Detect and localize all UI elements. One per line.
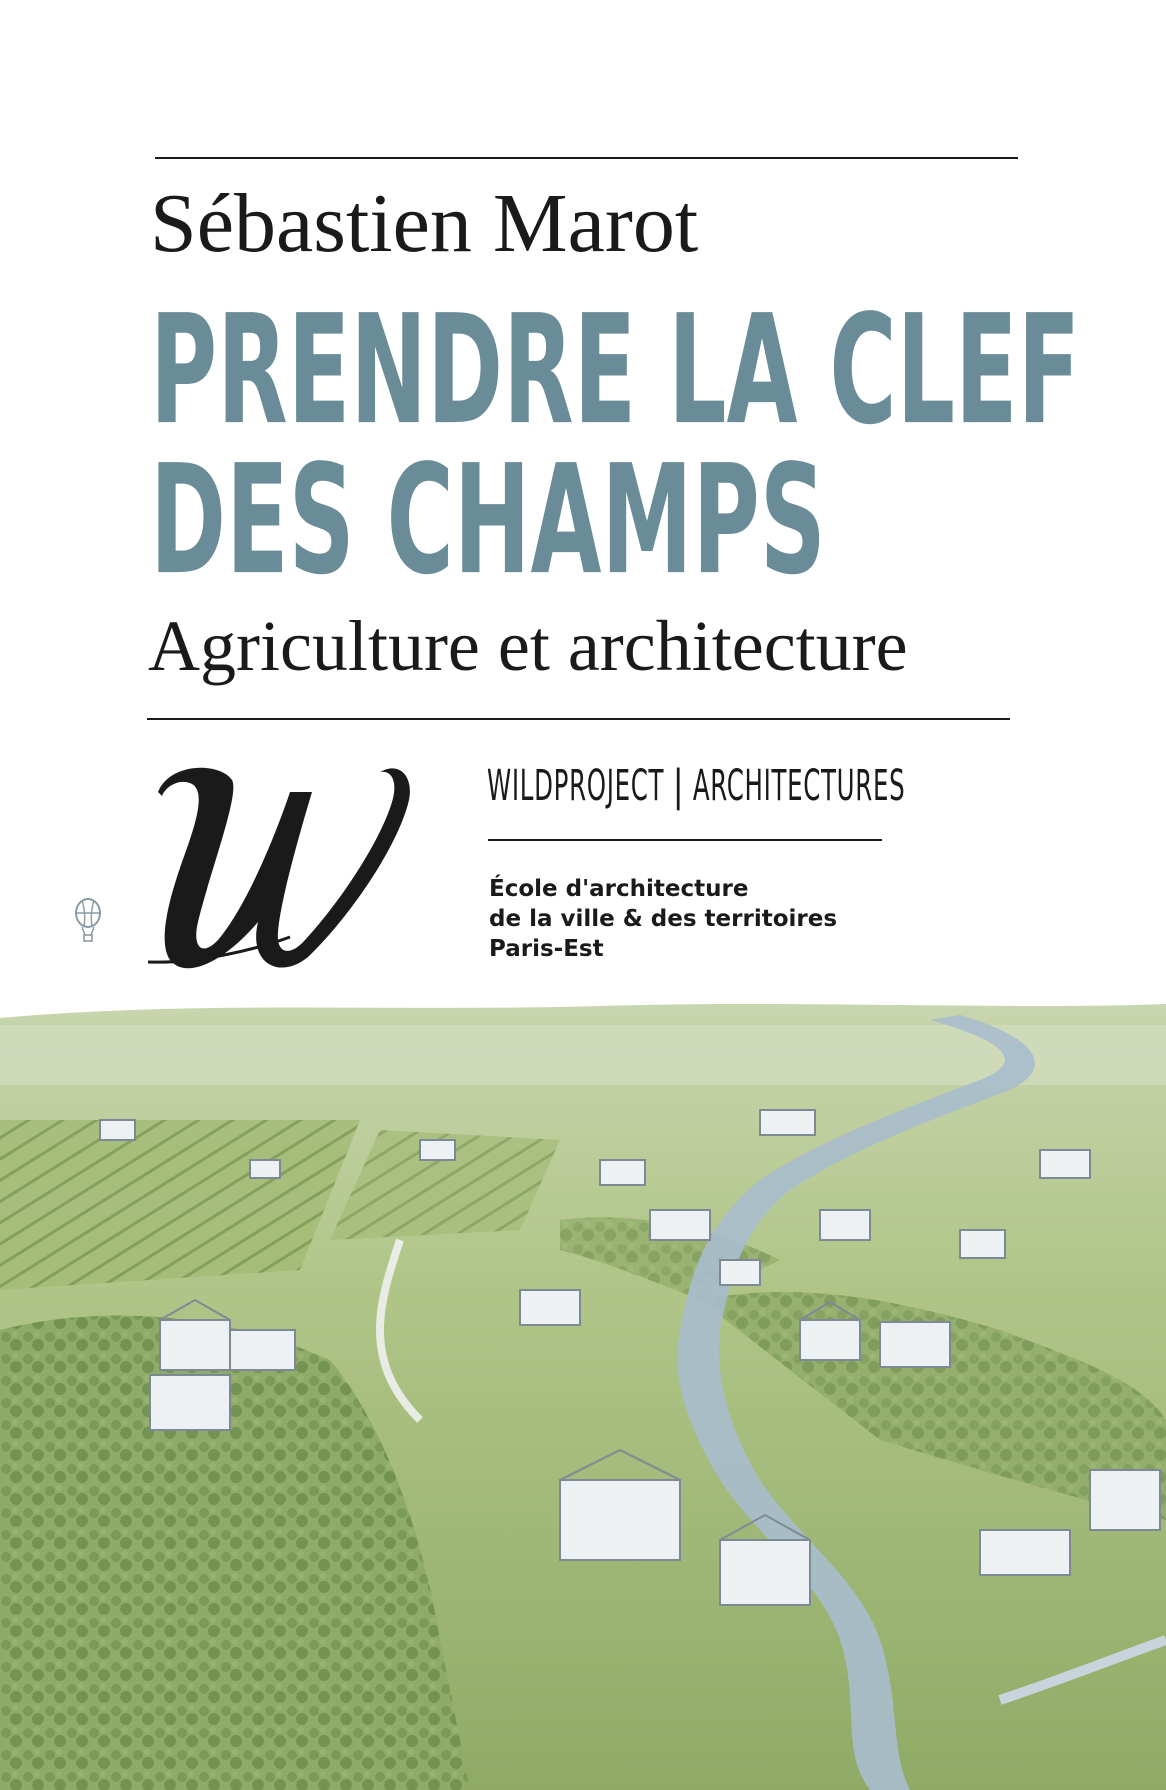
book-title-line-1: PRENDRE LA CLEF: [150, 283, 1081, 459]
school-credit: [489, 874, 837, 964]
wildproject-w-logo-icon: [140, 752, 412, 972]
book-title-line-2: DES CHAMPS: [150, 433, 826, 609]
middle-rule: [147, 718, 1010, 720]
publisher-name: WILDPROJECT: [487, 762, 665, 811]
book-subtitle: Agriculture et architecture: [148, 606, 908, 686]
school-line-3: Paris-Est: [489, 936, 604, 962]
publisher-separator: |: [673, 762, 684, 811]
school-line-2: de la ville & des territoires: [489, 906, 838, 932]
hot-air-balloon-icon: [68, 897, 108, 947]
aerial-landscape-illustration-icon: [0, 1000, 1166, 1790]
publisher-collection: ARCHITECTURES: [692, 762, 906, 811]
publisher-line: [487, 762, 906, 811]
publisher-rule: [488, 839, 882, 841]
top-rule: [155, 157, 1018, 159]
school-line-1: École d'architecture: [489, 876, 749, 902]
author-name: Sébastien Marot: [150, 177, 699, 270]
